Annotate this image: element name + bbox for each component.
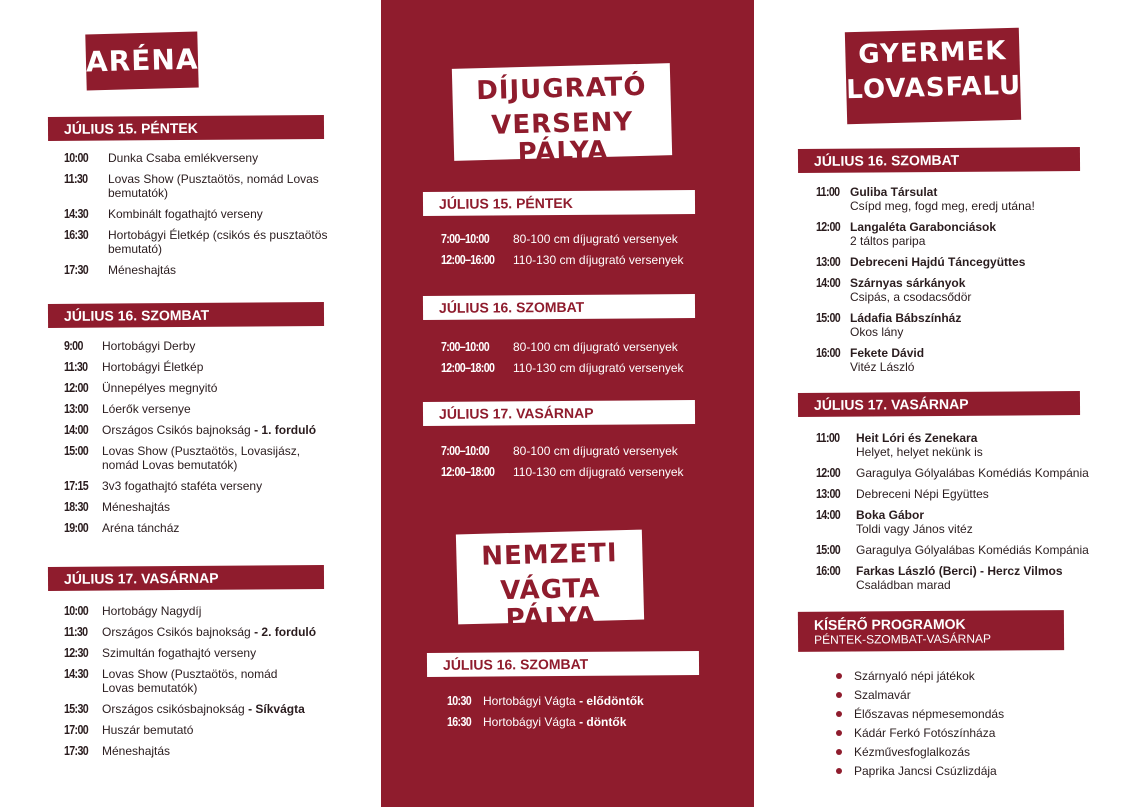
event-text: Méneshajtás <box>102 744 171 758</box>
event-text: Méneshajtás <box>102 500 171 514</box>
list-item <box>64 667 374 695</box>
event-time: 15:30 <box>64 701 88 716</box>
performance-title: Vitéz László <box>850 360 915 374</box>
list-item <box>447 694 737 708</box>
performance-title: Toldi vagy János vitéz <box>856 522 973 536</box>
performer-name: Szárnyas sárkányok <box>850 276 966 290</box>
event-text-bold: - Síkvágta <box>244 702 305 716</box>
event-time: 10:00 <box>64 150 88 165</box>
dijugrato-day-2-heading: JÚLIUS 16. SZOMBAT <box>423 294 695 320</box>
event-time: 13:00 <box>816 486 840 501</box>
gyermek-title-line2: LOVASFALU <box>845 70 1022 106</box>
gyermek-day-1-heading: JÚLIUS 16. SZOMBAT <box>798 147 1080 173</box>
list-item <box>816 487 1132 501</box>
list-item <box>441 444 741 458</box>
performance-title: Debreceni Népi Együttes <box>856 487 989 501</box>
list-item <box>64 360 374 374</box>
list-item: Paprika Jancsi Csúzlizdája <box>832 762 1112 781</box>
event-time: 16:30 <box>64 227 88 242</box>
event-text: 80-100 cm díjugrató versenyek <box>513 232 678 246</box>
event-text: Hortobágyi Életkép (csikós és pusztaötös bemutató) <box>108 228 328 256</box>
event-text: Lóerők versenye <box>102 402 191 416</box>
event-time: 17:30 <box>64 262 88 277</box>
list-item <box>64 402 374 416</box>
event-text: 3v3 fogathajtó staféta verseny <box>102 479 263 493</box>
performance-title: Okos lány <box>850 325 904 339</box>
list-item <box>64 646 374 660</box>
dijugrato-title <box>452 63 672 168</box>
event-time: 7:00–10:00 <box>441 443 489 458</box>
event-text: Hortobágyi Derby <box>102 339 196 353</box>
list-item: Szárnyaló népi játékok <box>832 667 1112 686</box>
event-text: Hortobágyi Vágta <box>483 715 576 729</box>
event-time: 11:30 <box>64 624 88 639</box>
arena-column <box>0 0 381 807</box>
event-time: 12:30 <box>64 645 88 660</box>
event-time: 11:30 <box>64 171 88 186</box>
list-item <box>64 479 374 493</box>
list-item <box>64 172 364 200</box>
event-text: Lovas Show (Pusztaötös, Lovasijász, nomád Lovas bemutatók) <box>102 444 301 472</box>
vagta-title-line1: NEMZETI <box>480 538 618 572</box>
vagta-title-line2: VÁGTA PÁLYA <box>499 573 601 634</box>
event-time: 15:00 <box>816 310 840 325</box>
performer-name: Fekete Dávid <box>850 346 925 360</box>
gyermek-column <box>754 0 1134 807</box>
event-text: Hortobágyi Vágta <box>483 694 576 708</box>
event-time: 17:00 <box>64 722 88 737</box>
gyermek-title-line1: GYERMEK <box>857 36 1007 70</box>
list-item: Szalmavár <box>832 686 1112 705</box>
event-time: 14:30 <box>64 206 88 221</box>
event-time: 13:00 <box>64 401 88 416</box>
list-item <box>64 423 374 437</box>
list-item <box>816 466 1132 480</box>
list-item: Kézművesfoglalkozás <box>832 743 1112 762</box>
event-text-bold: - 2. forduló <box>250 625 317 639</box>
dijugrato-day-3-list <box>441 444 741 486</box>
performance-title: Családban marad <box>856 578 951 592</box>
arena-day-1-list <box>64 151 364 284</box>
event-time: 11:00 <box>816 430 840 445</box>
event-time: 16:30 <box>447 714 471 729</box>
dijugrato-day-1-heading: JÚLIUS 15. PÉNTEK <box>423 190 695 216</box>
list-item <box>816 220 1116 248</box>
event-text: Lovas Show (Pusztaötös, nomád Lovas bemutatók) <box>102 667 278 695</box>
event-time: 12:00–18:00 <box>441 464 495 479</box>
list-item <box>64 604 374 618</box>
list-item <box>816 508 1132 536</box>
list-item <box>64 339 374 353</box>
performance-title: Csípd meg, fogd meg, eredj utána! <box>850 199 1035 213</box>
list-item <box>64 381 374 395</box>
event-time: 10:30 <box>447 693 471 708</box>
arena-day-2-list <box>64 339 374 542</box>
kisero-list <box>832 667 1112 781</box>
event-time: 12:00 <box>816 219 840 234</box>
list-item <box>64 625 374 639</box>
kisero-heading <box>798 610 1064 652</box>
event-time: 17:15 <box>64 478 88 493</box>
event-text: Hortobágy Nagydíj <box>102 604 202 618</box>
event-time: 17:30 <box>64 743 88 758</box>
vagta-title <box>456 530 644 634</box>
performer-name: Farkas László (Berci) - Hercz Vilmos <box>856 564 1063 578</box>
event-text: Hortobágyi Életkép <box>102 360 204 374</box>
list-item <box>816 431 1132 459</box>
list-item <box>64 444 374 472</box>
list-item <box>816 543 1132 557</box>
performer-name: Boka Gábor <box>856 508 925 522</box>
event-time: 14:00 <box>64 422 88 437</box>
arena-day-3-list <box>64 604 374 765</box>
event-text: Kombinált fogathajtó verseny <box>108 207 263 221</box>
event-time: 18:30 <box>64 499 88 514</box>
event-text: Ünnepélyes megnyitó <box>102 381 218 395</box>
event-time: 12:00 <box>64 380 88 395</box>
kisero-subtitle: PÉNTEK-SZOMBAT-VASÁRNAP <box>814 631 992 647</box>
performer-name: Debreceni Hajdú Táncegyüttes <box>850 255 1026 269</box>
event-text: Aréna táncház <box>102 521 180 535</box>
list-item <box>816 346 1116 374</box>
event-text: Országos Csikós bajnokság <box>102 625 251 639</box>
list-item <box>64 207 364 221</box>
event-text: Országos Csikós bajnokság <box>102 423 251 437</box>
gyermek-title <box>845 28 1021 125</box>
list-item <box>441 253 741 267</box>
event-time: 7:00–10:00 <box>441 339 489 354</box>
event-time: 12:00–16:00 <box>441 252 495 267</box>
performance-title: Csipás, a csodacsődör <box>850 290 972 304</box>
list-item <box>64 151 364 165</box>
performance-title: 2 táltos paripa <box>850 234 926 248</box>
list-item <box>64 500 374 514</box>
event-time: 13:00 <box>816 254 840 269</box>
list-item <box>816 564 1132 592</box>
list-item <box>64 521 374 535</box>
gyermek-day-2-heading: JÚLIUS 17. VASÁRNAP <box>798 391 1080 417</box>
performance-title: Helyet, helyet nekünk is <box>856 445 983 459</box>
arena-day-2-heading: JÚLIUS 16. SZOMBAT <box>48 302 324 328</box>
list-item <box>64 744 374 758</box>
event-time: 11:30 <box>64 359 88 374</box>
event-time: 16:00 <box>816 563 840 578</box>
arena-day-1-heading: JÚLIUS 15. PÉNTEK <box>48 115 324 141</box>
event-text-bold: - döntők <box>575 715 627 729</box>
event-time: 7:00–10:00 <box>441 231 489 246</box>
event-time: 15:00 <box>64 443 88 458</box>
performer-name: Heit Lóri és Zenekara <box>856 431 978 445</box>
performer-name: Langaléta Garabonciások <box>850 220 997 234</box>
event-text: Szimultán fogathajtó verseny <box>102 646 257 660</box>
kisero-title: KÍSÉRŐ PROGRAMOK <box>813 615 966 633</box>
event-time: 19:00 <box>64 520 88 535</box>
event-text: Országos csikósbajnokság <box>102 702 245 716</box>
list-item: Élőszavas népmesemondás <box>832 705 1112 724</box>
dijugrato-day-3-heading: JÚLIUS 17. VASÁRNAP <box>423 400 695 426</box>
gyermek-day-2-list <box>816 431 1132 599</box>
competition-column <box>381 0 754 807</box>
event-time: 14:00 <box>816 507 840 522</box>
event-time: 15:00 <box>816 542 840 557</box>
dijugrato-day-2-list <box>441 340 741 382</box>
event-time: 10:00 <box>64 603 88 618</box>
event-text-bold: - 1. forduló <box>250 423 317 437</box>
event-text: 110-130 cm díjugrató versenyek <box>513 465 684 479</box>
performer-name: Guliba Társulat <box>850 185 938 199</box>
dijugrato-title-line1: DÍJUGRATÓ <box>475 71 647 107</box>
list-item <box>816 255 1116 269</box>
performance-title: Garagulya Gólyalábas Komédiás Kompánia <box>856 466 1089 480</box>
list-item <box>441 340 741 354</box>
performance-title: Garagulya Gólyalábas Komédiás Kompánia <box>856 543 1089 557</box>
event-text: 80-100 cm díjugrató versenyek <box>513 444 678 458</box>
event-text: 110-130 cm díjugrató versenyek <box>513 361 684 375</box>
list-item <box>816 276 1116 304</box>
vagta-list <box>447 694 737 736</box>
event-time: 11:00 <box>816 184 840 199</box>
performer-name: Ládafia Bábszínház <box>850 311 962 325</box>
event-text: 80-100 cm díjugrató versenyek <box>513 340 678 354</box>
event-text: Méneshajtás <box>108 263 177 277</box>
event-text: Dunka Csaba emlékverseny <box>108 151 259 165</box>
event-text: 110-130 cm díjugrató versenyek <box>513 253 684 267</box>
arena-day-3-heading: JÚLIUS 17. VASÁRNAP <box>48 565 324 591</box>
event-time: 12:00–18:00 <box>441 360 495 375</box>
list-item: Kádár Ferkó Fotószínháza <box>832 724 1112 743</box>
list-item <box>441 232 741 246</box>
event-time: 16:00 <box>816 345 840 360</box>
list-item <box>441 361 741 375</box>
event-time: 9:00 <box>64 338 83 353</box>
event-text-bold: - elődöntők <box>575 694 644 708</box>
list-item <box>64 228 364 256</box>
event-text: Lovas Show (Pusztaötös, nomád Lovas bemutatók) <box>108 172 319 200</box>
event-time: 14:00 <box>816 275 840 290</box>
gyermek-day-1-list <box>816 185 1116 381</box>
event-text: Huszár bemutató <box>102 723 194 737</box>
list-item <box>816 185 1116 213</box>
dijugrato-title-line2: VERSENY PÁLYA <box>490 107 634 168</box>
list-item <box>64 702 374 716</box>
event-time: 14:30 <box>64 666 88 681</box>
list-item <box>816 311 1116 339</box>
vagta-day-heading: JÚLIUS 16. SZOMBAT <box>427 651 699 677</box>
list-item <box>64 263 364 277</box>
list-item <box>64 723 374 737</box>
list-item <box>447 715 737 729</box>
dijugrato-day-1-list <box>441 232 741 274</box>
arena-title: ARÉNA <box>85 32 198 91</box>
event-time: 12:00 <box>816 465 840 480</box>
list-item <box>441 465 741 479</box>
